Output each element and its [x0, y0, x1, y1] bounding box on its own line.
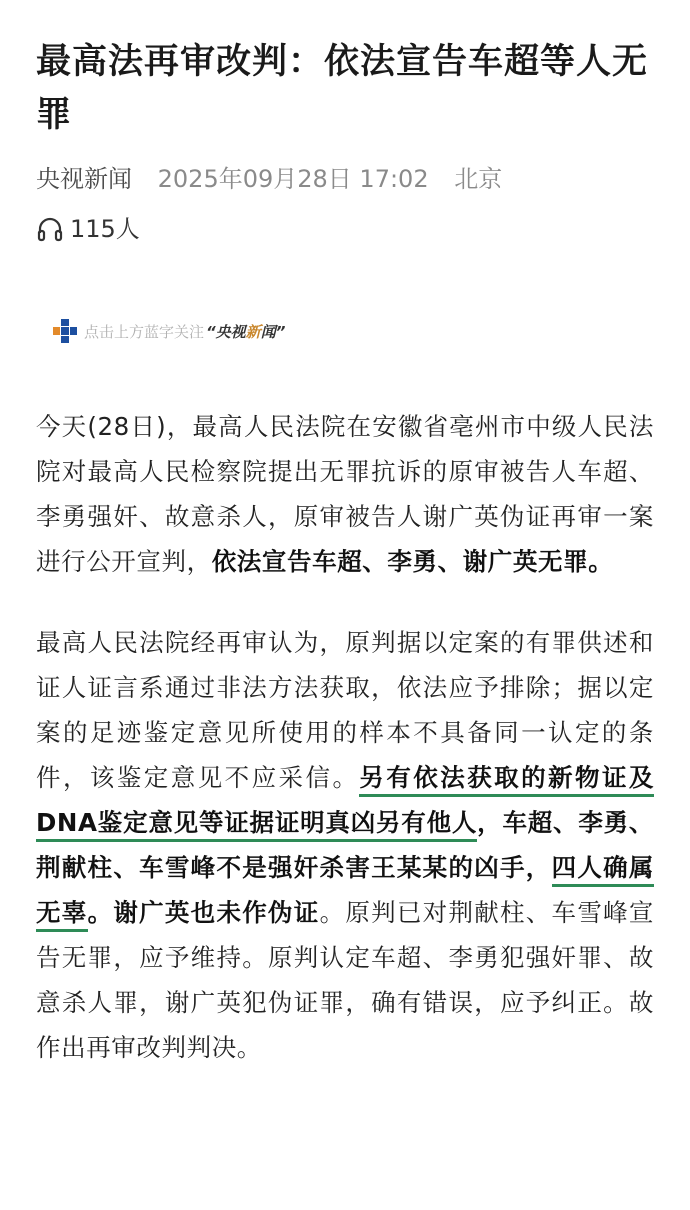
headphones-icon [36, 216, 64, 242]
listen-count[interactable] [36, 214, 654, 244]
article-title: 最高法再审改判：依法宣告车超等人无罪 [36, 42, 649, 135]
paragraph-2-bold-2: 。谢广英也未作伪证 [87, 898, 320, 927]
source-name[interactable]: 央视新闻 [36, 165, 132, 193]
publish-location: 北京 [454, 165, 503, 193]
paragraph-2-bold-underline-1: 另有依法获取的新物证及DNA鉴定意见等证据证明真凶另有他人 [36, 763, 654, 842]
follow-prompt: 点击上方蓝字关注 [84, 322, 205, 341]
article-meta [36, 164, 654, 194]
paragraph-2 [36, 620, 654, 1070]
cctv-news-logo [52, 318, 78, 344]
paragraph-1-text: 今天(28日)，最高人民法院在安徽省亳州市中级人民法院对最高人民检察院提出无罪抗诉的原审被告人车超、李勇强奸、故意杀人，原审被告人谢广英伪证再审一案进行公开宣判， [36, 412, 654, 576]
paragraph-2-text-1: 最高人民法院经再审认为，原判据以定案的有罪供述和证人证言系通过非法方法获取，依法应予排除；据以定案的足迹鉴定意见所使用的样本不具备同一认定的条件，该鉴定意见不应采信。 [36, 628, 654, 792]
paragraph-1-bold: 依法宣告车超、李勇、谢广英无罪。 [211, 547, 614, 576]
paragraph-2-text-2: 。原判已对荆献柱、车雪峰宣告无罪，应予维持。原判认定车超、李勇犯强奸罪、故意杀人罪，谢广英犯伪证罪，确有错误，应予纠正。故作出再审改判判决。 [36, 898, 654, 1062]
paragraph-2-bold-underline-2: 四人确属无辜 [36, 853, 654, 932]
paragraph-2-bold-1: ，车超、李勇、荆献柱、车雪峰不是强奸杀害王某某的凶手， [36, 808, 654, 882]
follow-brand: “央视新闻” [206, 322, 286, 341]
follow-banner[interactable] [52, 316, 654, 346]
paragraph-1 [36, 404, 654, 584]
publish-datetime: 2025年09月28日 17:02 [157, 165, 429, 193]
listen-count-text: 115人 [70, 215, 140, 243]
